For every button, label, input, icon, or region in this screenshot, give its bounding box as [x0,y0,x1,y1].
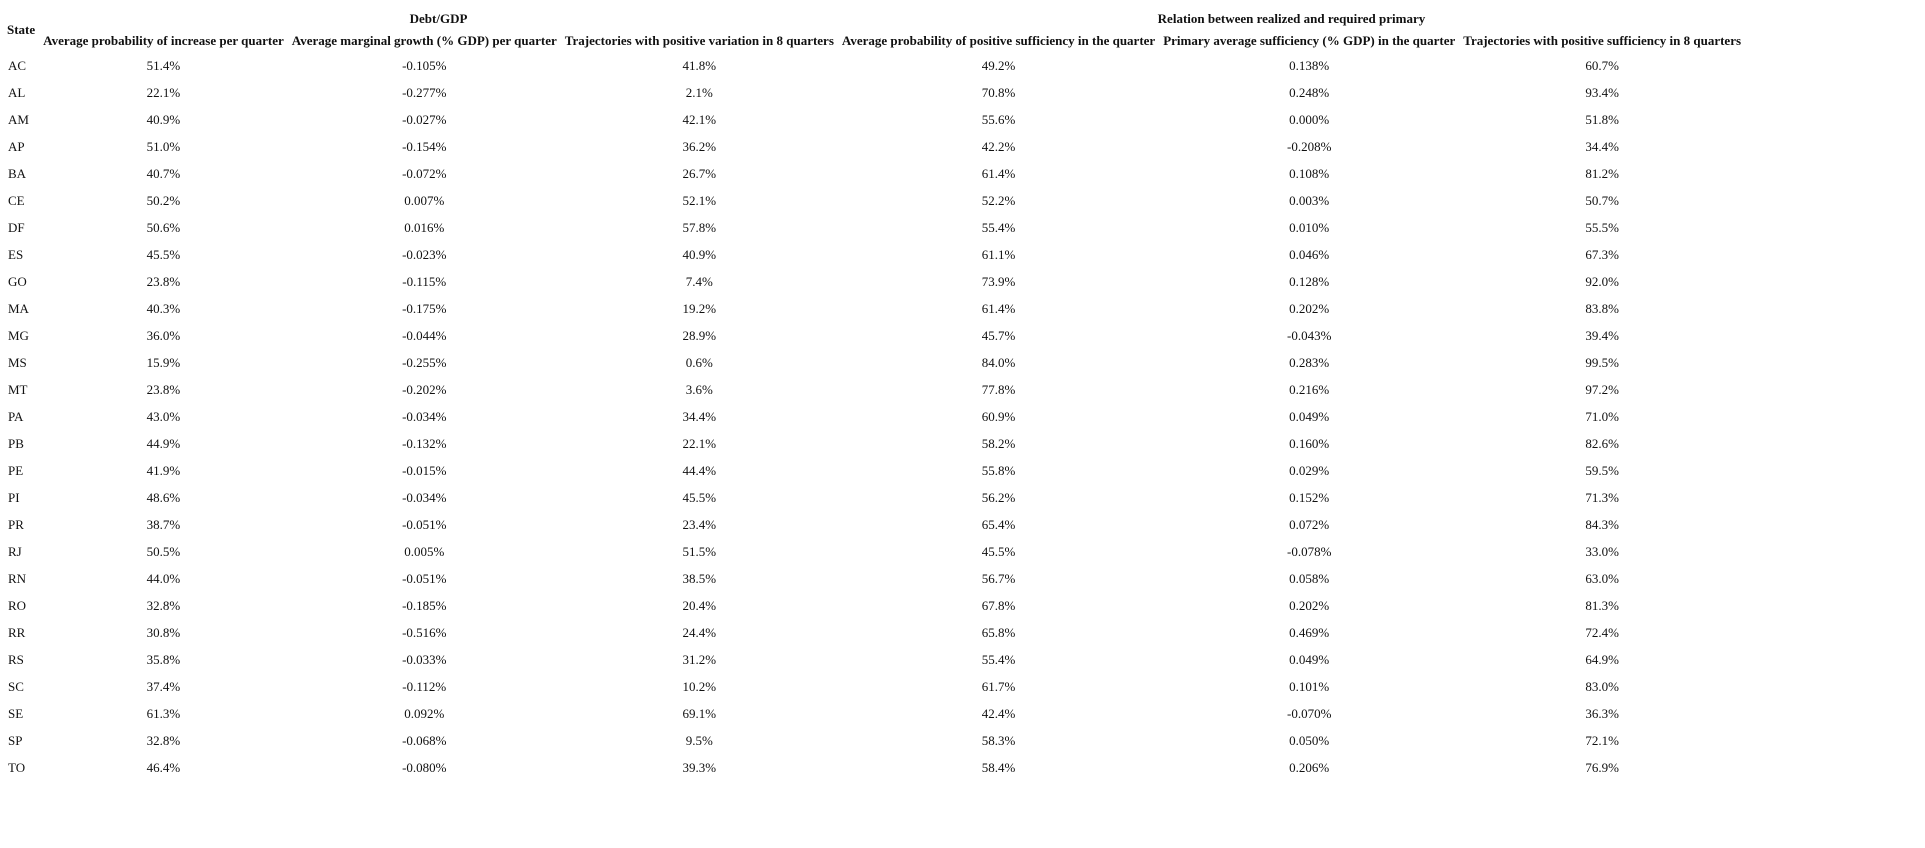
value-cell: 0.101% [1289,679,1330,694]
value-cell: 32.8% [146,598,181,613]
value-cell: 0.6% [685,355,713,370]
state-cell: TO [8,760,26,775]
value-cell: 76.9% [1585,760,1619,775]
column-header: Average probability of positive sufficiency in the quarter [841,33,1156,48]
value-cell: 81.2% [1585,166,1619,181]
value-cell: -0.015% [402,463,447,478]
value-cell: 41.9% [146,463,181,478]
value-cell: 51.8% [1585,112,1619,127]
value-cell: 0.138% [1289,58,1330,73]
value-cell: 42.1% [682,112,717,127]
value-cell: 19.2% [682,301,717,316]
table-row [4,214,1745,241]
value-cell: 56.7% [981,571,1016,586]
value-cell: -0.068% [402,733,447,748]
value-cell: 81.3% [1585,598,1619,613]
value-cell: 10.2% [682,679,717,694]
column-header: Primary average sufficiency (% GDP) in the quarter [1163,33,1456,48]
state-cell: SE [8,706,24,721]
value-cell: 26.7% [682,166,717,181]
value-cell: 84.0% [981,355,1016,370]
table-row [4,754,1745,781]
value-cell: -0.070% [1287,706,1332,721]
value-cell: -0.516% [402,625,447,640]
value-cell: 58.4% [981,760,1016,775]
value-cell: 44.9% [146,436,181,451]
value-cell: 0.003% [1289,193,1330,208]
value-cell: -0.255% [402,355,447,370]
value-cell: 45.7% [981,328,1016,343]
value-cell: 65.8% [981,625,1016,640]
table-row [4,727,1745,754]
state-cell: MG [8,328,29,343]
state-cell: PA [8,409,24,424]
state-cell: RS [8,652,24,667]
value-cell: 42.2% [981,139,1016,154]
value-cell: 61.4% [981,166,1016,181]
table-row [4,619,1745,646]
table-row [4,295,1745,322]
state-header: State [7,22,36,37]
state-cell: SC [8,679,24,694]
value-cell: 33.0% [1585,544,1619,559]
relation-group-header: Relation between realized and required primary [1157,11,1426,26]
value-cell: 9.5% [685,733,713,748]
value-cell: 35.8% [146,652,181,667]
value-cell: -0.154% [402,139,447,154]
state-cell: GO [8,274,27,289]
value-cell: -0.132% [402,436,447,451]
value-cell: 97.2% [1585,382,1619,397]
state-cell: MS [8,355,27,370]
state-cell: MA [8,301,29,316]
value-cell: -0.208% [1287,139,1332,154]
value-cell: 69.1% [682,706,717,721]
state-cell: AL [8,85,26,100]
value-cell: 55.4% [981,220,1016,235]
value-cell: 38.7% [146,517,181,532]
value-cell: 83.8% [1585,301,1619,316]
value-cell: 50.7% [1585,193,1619,208]
value-cell: 45.5% [146,247,181,262]
value-cell: 0.160% [1289,436,1330,451]
value-cell: 0.092% [404,706,445,721]
column-header: Average marginal growth (% GDP) per quarter [291,33,557,48]
data-table [4,8,1745,781]
value-cell: 51.0% [146,139,181,154]
column-header: Average probability of increase per quarter [43,33,284,48]
table-row [4,187,1745,214]
table-row [4,322,1745,349]
debt-gdp-group-header: Debt/GDP [409,11,468,26]
value-cell: 46.4% [146,760,181,775]
table-row [4,376,1745,403]
value-cell: 0.000% [1289,112,1330,127]
column-header: Trajectories with positive sufficiency in 8 quarters [1463,33,1742,48]
value-cell: 23.8% [146,382,181,397]
value-cell: 0.206% [1289,760,1330,775]
value-cell: 28.9% [682,328,717,343]
value-cell: 0.202% [1289,598,1330,613]
value-cell: 36.3% [1585,706,1619,721]
value-cell: 0.050% [1289,733,1330,748]
value-cell: 55.6% [981,112,1016,127]
table-row [4,268,1745,295]
value-cell: -0.043% [1287,328,1332,343]
state-cell: SP [8,733,23,748]
table-row [4,106,1745,133]
value-cell: 83.0% [1585,679,1619,694]
value-cell: 43.0% [146,409,181,424]
value-cell: 45.5% [682,490,717,505]
value-cell: 48.6% [146,490,181,505]
table-row [4,403,1745,430]
value-cell: 22.1% [682,436,717,451]
table-row [4,52,1745,79]
value-cell: 50.6% [146,220,181,235]
value-cell: 39.4% [1585,328,1619,343]
table-row [4,565,1745,592]
value-cell: 67.8% [981,598,1016,613]
value-cell: 55.8% [981,463,1016,478]
value-cell: 55.5% [1585,220,1619,235]
value-cell: -0.175% [402,301,447,316]
value-cell: 72.1% [1585,733,1619,748]
value-cell: 0.202% [1289,301,1330,316]
table-row [4,349,1745,376]
table-row [4,673,1745,700]
value-cell: 3.6% [685,382,713,397]
value-cell: 71.0% [1585,409,1619,424]
value-cell: 44.4% [682,463,717,478]
value-cell: 61.1% [981,247,1016,262]
value-cell: 32.8% [146,733,181,748]
value-cell: 0.029% [1289,463,1330,478]
value-cell: 0.072% [1289,517,1330,532]
column-header: Trajectories with positive variation in 8 quarters [564,33,834,48]
state-cell: PR [8,517,24,532]
value-cell: 49.2% [981,58,1016,73]
value-cell: 0.007% [404,193,445,208]
value-cell: 0.216% [1289,382,1330,397]
value-cell: 44.0% [146,571,181,586]
state-cell: PE [8,463,24,478]
value-cell: 52.2% [981,193,1016,208]
value-cell: 0.005% [404,544,445,559]
value-cell: -0.051% [402,571,447,586]
value-cell: 64.9% [1585,652,1619,667]
value-cell: 0.108% [1289,166,1330,181]
value-cell: 50.2% [146,193,181,208]
value-cell: 24.4% [682,625,717,640]
column-header-row [4,30,1745,52]
table-row [4,511,1745,538]
value-cell: 45.5% [981,544,1016,559]
state-cell: PB [8,436,24,451]
value-cell: 36.2% [682,139,717,154]
value-cell: 82.6% [1585,436,1619,451]
value-cell: 58.2% [981,436,1016,451]
value-cell: 0.058% [1289,571,1330,586]
value-cell: 22.1% [146,85,181,100]
value-cell: 37.4% [146,679,181,694]
table-row [4,133,1745,160]
value-cell: -0.034% [402,490,447,505]
state-cell: PI [8,490,20,505]
value-cell: 39.3% [682,760,717,775]
value-cell: -0.034% [402,409,447,424]
state-cell: DF [8,220,25,235]
value-cell: 31.2% [682,652,717,667]
group-header-row [4,8,1745,30]
table-row [4,241,1745,268]
value-cell: 61.7% [981,679,1016,694]
table-row [4,430,1745,457]
value-cell: -0.105% [402,58,447,73]
table-row [4,592,1745,619]
value-cell: 36.0% [146,328,181,343]
value-cell: 20.4% [682,598,717,613]
value-cell: -0.072% [402,166,447,181]
value-cell: 40.9% [682,247,717,262]
value-cell: 0.128% [1289,274,1330,289]
value-cell: 60.7% [1585,58,1619,73]
value-cell: 34.4% [682,409,717,424]
value-cell: -0.027% [402,112,447,127]
value-cell: 0.010% [1289,220,1330,235]
state-cell: BA [8,166,27,181]
value-cell: 84.3% [1585,517,1619,532]
state-cell: AC [8,58,27,73]
value-cell: 61.4% [981,301,1016,316]
value-cell: -0.277% [402,85,447,100]
value-cell: 58.3% [981,733,1016,748]
table-row [4,457,1745,484]
value-cell: 52.1% [682,193,717,208]
value-cell: 59.5% [1585,463,1619,478]
state-cell: RR [8,625,26,640]
value-cell: 40.7% [146,166,181,181]
value-cell: 40.9% [146,112,181,127]
value-cell: -0.044% [402,328,447,343]
value-cell: 41.8% [682,58,717,73]
table-row [4,79,1745,106]
value-cell: -0.033% [402,652,447,667]
value-cell: 56.2% [981,490,1016,505]
value-cell: 7.4% [685,274,713,289]
state-cell: AM [8,112,29,127]
value-cell: 23.8% [146,274,181,289]
value-cell: 0.049% [1289,409,1330,424]
value-cell: 0.248% [1289,85,1330,100]
value-cell: -0.023% [402,247,447,262]
value-cell: 65.4% [981,517,1016,532]
value-cell: 42.4% [981,706,1016,721]
value-cell: 77.8% [981,382,1016,397]
value-cell: 57.8% [682,220,717,235]
state-cell: RO [8,598,27,613]
state-cell: RJ [8,544,22,559]
value-cell: 34.4% [1585,139,1619,154]
value-cell: -0.080% [402,760,447,775]
state-cell: CE [8,193,25,208]
value-cell: 67.3% [1585,247,1619,262]
table-row [4,160,1745,187]
table-row [4,646,1745,673]
value-cell: 0.469% [1289,625,1330,640]
table-row [4,484,1745,511]
value-cell: 63.0% [1585,571,1619,586]
value-cell: 0.016% [404,220,445,235]
value-cell: 92.0% [1585,274,1619,289]
value-cell: 38.5% [682,571,717,586]
value-cell: 61.3% [146,706,181,721]
table-body [4,52,1745,781]
value-cell: 72.4% [1585,625,1619,640]
value-cell: 50.5% [146,544,181,559]
value-cell: -0.202% [402,382,447,397]
value-cell: -0.051% [402,517,447,532]
value-cell: 51.5% [682,544,717,559]
state-cell: MT [8,382,28,397]
value-cell: -0.115% [402,274,447,289]
value-cell: 99.5% [1585,355,1619,370]
value-cell: 40.3% [146,301,181,316]
value-cell: 55.4% [981,652,1016,667]
table-row [4,700,1745,727]
value-cell: 0.046% [1289,247,1330,262]
value-cell: -0.112% [402,679,447,694]
value-cell: 23.4% [682,517,717,532]
state-cell: AP [8,139,25,154]
state-cell: ES [8,247,24,262]
value-cell: 0.283% [1289,355,1330,370]
value-cell: 15.9% [146,355,181,370]
value-cell: 0.049% [1289,652,1330,667]
value-cell: -0.078% [1287,544,1332,559]
value-cell: 73.9% [981,274,1016,289]
state-cell: RN [8,571,27,586]
value-cell: 71.3% [1585,490,1619,505]
value-cell: 70.8% [981,85,1016,100]
value-cell: 0.152% [1289,490,1330,505]
value-cell: -0.185% [402,598,447,613]
value-cell: 51.4% [146,58,181,73]
value-cell: 93.4% [1585,85,1619,100]
value-cell: 30.8% [146,625,181,640]
table-row [4,538,1745,565]
value-cell: 2.1% [685,85,713,100]
value-cell: 60.9% [981,409,1016,424]
